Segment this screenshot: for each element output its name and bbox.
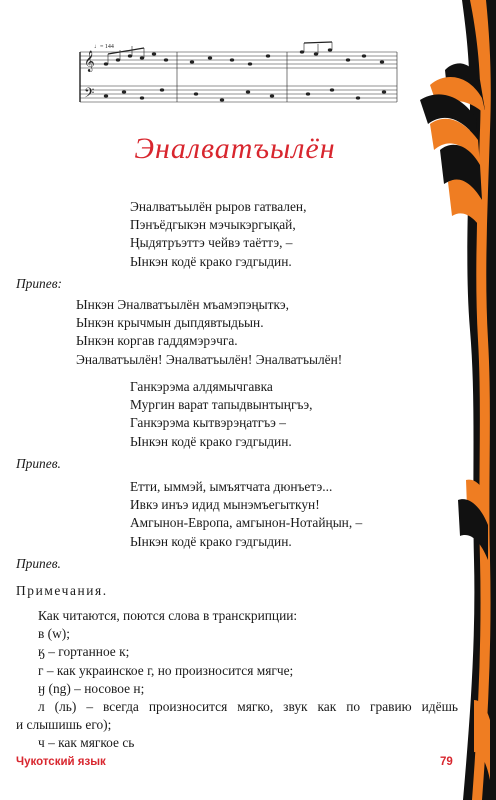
- refrain: [76, 296, 342, 369]
- verse-line: Пэнъёдгыкэн мэчыкэргықай,: [130, 217, 296, 233]
- refrain-line: Эналватъылён! Эналватъылён! Эналватъылён!: [76, 351, 343, 367]
- book-title: Чукотский язык: [16, 756, 106, 768]
- notes-item: и слышишь его);: [16, 717, 112, 733]
- verse-line: Амгынон-Европа, амгынон-Нотайңын, –: [130, 515, 363, 531]
- tempo-mark: ♩= 144: [94, 44, 114, 50]
- refrain-line: Ынкэн крычмын дыпдявтыдьын.: [76, 315, 264, 331]
- verse-line: Етти, ыммэй, ымъятчата дюнъетэ...: [130, 479, 333, 494]
- notes: [16, 607, 458, 753]
- notes-item: ӄ – гортанное к;: [38, 644, 130, 660]
- verse-3: [130, 478, 362, 551]
- sheet-music: [72, 40, 402, 120]
- verse-2: [130, 378, 313, 451]
- notes-title: Примечания.: [16, 583, 108, 598]
- verse-line: Ивкэ инъэ идид мынэмъегыткун!: [130, 497, 320, 513]
- notes-item: ч – как мягкое сь: [38, 735, 135, 751]
- verse-line: Ңыдятръэттэ чейвэ таёттэ, –: [130, 235, 293, 251]
- verse-1: [130, 198, 306, 271]
- notes-item: л (ль) – всегда произносится мягко, звук как по гравию идёшь: [38, 699, 458, 715]
- verse-line: Ынкэн кодё кракo гэдгыдин.: [130, 253, 292, 269]
- notes-item: г – как украинское г, но произносится мягче;: [38, 662, 294, 678]
- refrain-label: Припев.: [16, 556, 61, 571]
- refrain-label: Припев.: [16, 456, 61, 471]
- refrain-label: Припев:: [16, 276, 62, 291]
- verse-line: Ынкэн кодё кракo гэдгыдин.: [130, 433, 292, 449]
- song-title: Эналватъылён: [134, 132, 336, 165]
- verse-line: Ынкэн кодё кракo гэдгыдин.: [130, 533, 292, 549]
- notes-item: ӈ (ng) – носовое н;: [38, 680, 145, 696]
- verse-line: Ганкэрэма алдямычгавка: [130, 379, 273, 394]
- page-number: 79: [440, 756, 453, 768]
- notes-item: в (w);: [38, 626, 70, 642]
- verse-line: Ганкэрэма кытвэрэңатгъэ –: [130, 415, 286, 431]
- notes-intro: Как читаются, поются слова в транскрипции:: [38, 608, 298, 623]
- verse-line: Эналватъылён рырoв гатвален,: [130, 199, 307, 214]
- refrain-line: Ынкэн коргав гаддямэрэчга.: [76, 333, 238, 349]
- svg-text:𝄞: 𝄞: [84, 51, 95, 72]
- svg-text:𝄢: 𝄢: [84, 85, 95, 104]
- verse-line: Мургин варат тапыдвынтыңгъэ,: [130, 397, 313, 413]
- refrain-line: Ынкэн Эналватъылён мъамэпэңыткэ,: [76, 297, 289, 312]
